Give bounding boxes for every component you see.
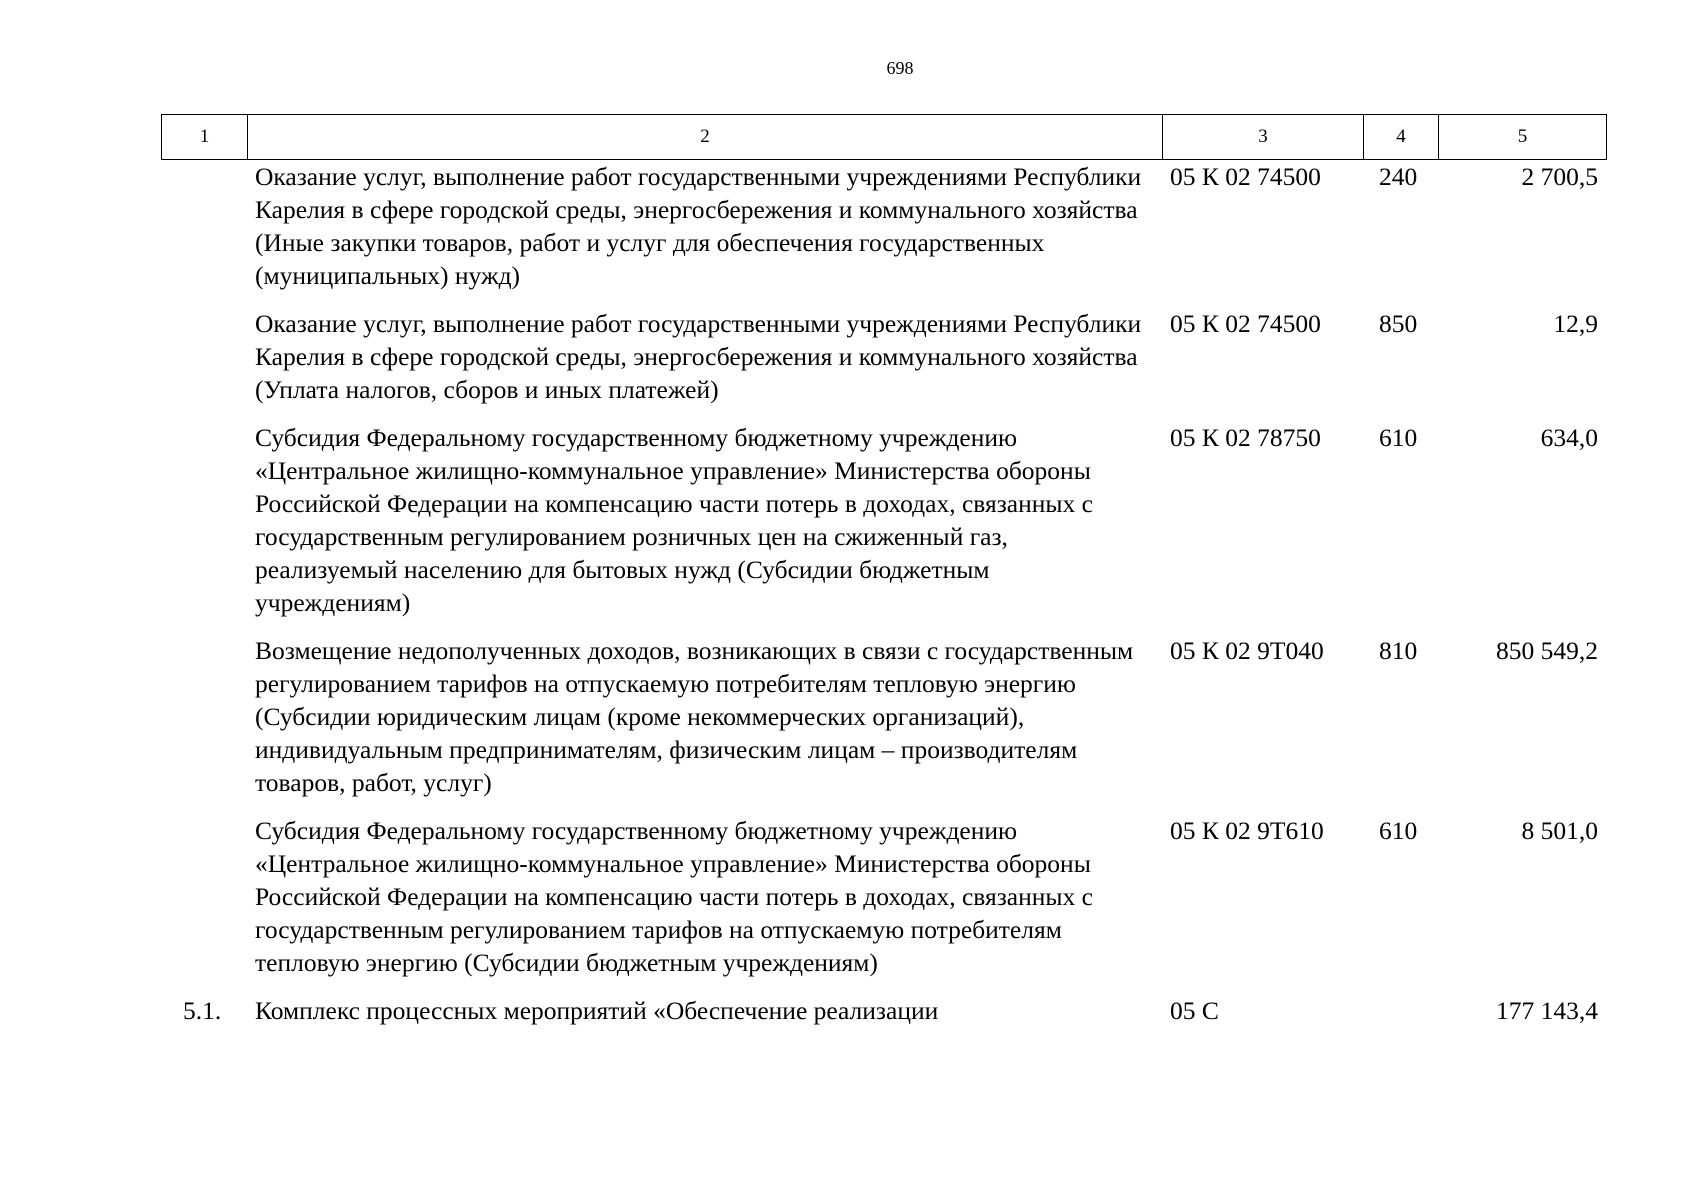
table-row <box>161 634 1606 814</box>
row-name: Субсидия Федеральному государственному бюджетному учреждению «Центральное жилищно-коммунальное управление» Министерства обороны Российской Федерации на компенсацию части потерь в доходах, связанных с государственным регулированием розничных цен на сжиженный газ, реализуемый населению для бытовых нужд (Субсидии бюджетным учреждениям) <box>255 423 1093 617</box>
row-code: 05 К 02 9Т610 <box>1170 816 1324 845</box>
table-row <box>161 307 1606 421</box>
row-name: Оказание услуг, выполнение работ государственными учреждениями Республики Карелия в сфере городской среды, энергосбережения и коммунального хозяйства (Уплата налогов, сборов и иных платежей) <box>255 309 1142 404</box>
row-code: 05 С <box>1170 996 1219 1025</box>
row-number <box>161 814 247 994</box>
header-col-4: 4 <box>1364 115 1439 160</box>
budget-table <box>161 160 1606 1042</box>
row-expense-type: 610 <box>1379 423 1418 452</box>
row-sum: 850 549,2 <box>1496 636 1598 665</box>
row-sum: 177 143,4 <box>1496 996 1598 1025</box>
header-col-5: 5 <box>1439 115 1607 160</box>
row-number: 5.1. <box>183 996 222 1025</box>
row-code: 05 К 02 74500 <box>1170 309 1321 338</box>
row-sum: 8 501,0 <box>1521 816 1598 845</box>
row-code: 05 К 02 74500 <box>1170 162 1321 191</box>
table-row <box>161 160 1606 307</box>
row-expense-type: 810 <box>1379 636 1418 665</box>
row-expense-type: 610 <box>1379 816 1418 845</box>
row-number <box>161 634 247 814</box>
row-number <box>161 307 247 421</box>
table-row <box>161 421 1606 634</box>
table-row <box>161 814 1606 994</box>
row-number <box>161 421 247 634</box>
header-row <box>162 115 1607 160</box>
row-code: 05 К 02 78750 <box>1170 423 1321 452</box>
row-expense-type: 240 <box>1379 162 1418 191</box>
row-name: Возмещение недополученных доходов, возникающих в связи с государственным регулированием тарифов на отпускаемую потребителям тепловую энергию (Субсидии юридическим лицам (кроме некоммерческих организаций), индивидуальным предпринимателям, физическим лицам – производителям товаров, работ, услуг) <box>255 636 1134 797</box>
header-col-3: 3 <box>1163 115 1364 160</box>
row-expense-type: 850 <box>1379 309 1418 338</box>
table-header <box>161 114 1607 160</box>
row-name: Комплекс процессных мероприятий «Обеспечение реализации <box>255 996 939 1025</box>
row-sum: 12,9 <box>1553 309 1598 338</box>
header-col-2: 2 <box>248 115 1163 160</box>
row-expense-type <box>1363 994 1438 1042</box>
row-sum: 2 700,5 <box>1521 162 1598 191</box>
row-name: Оказание услуг, выполнение работ государственными учреждениями Республики Карелия в сфере городской среды, энергосбережения и коммунального хозяйства (Иные закупки товаров, работ и услуг для обеспечения государственных (муниципальных) нужд) <box>255 162 1142 290</box>
row-name: Субсидия Федеральному государственному бюджетному учреждению «Центральное жилищно-коммунальное управление» Министерства обороны Российской Федерации на компенсацию части потерь в доходах, связанных с государственным регулированием тарифов на отпускаемую потребителям тепловую энергию (Субсидии бюджетным учреждениям) <box>255 816 1093 977</box>
row-number <box>161 160 247 307</box>
table-row <box>161 994 1606 1042</box>
row-code: 05 К 02 9Т040 <box>1170 636 1324 665</box>
header-col-1: 1 <box>162 115 248 160</box>
row-sum: 634,0 <box>1540 423 1598 452</box>
page-number: 698 <box>886 58 914 78</box>
